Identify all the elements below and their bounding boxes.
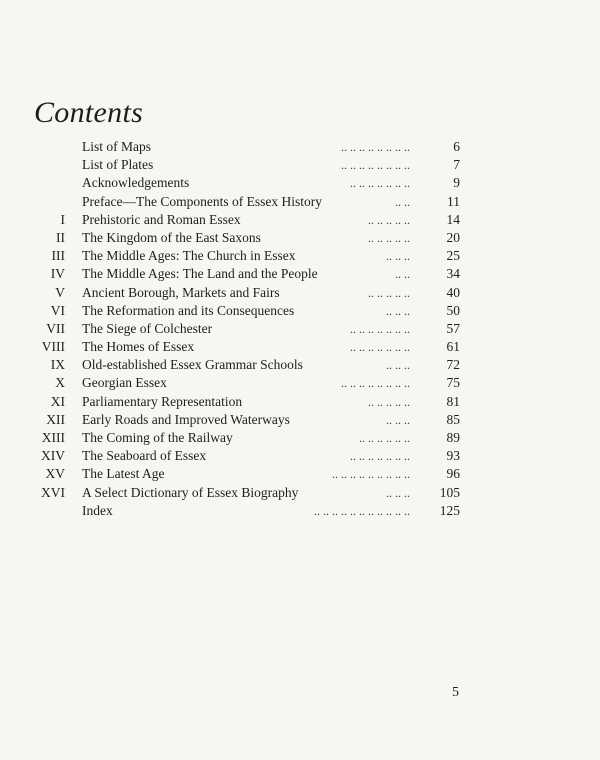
chapter-numeral: VI (50, 302, 65, 318)
toc-entry (0, 502, 600, 520)
dot-leader: .. .. .. (386, 358, 410, 373)
toc-entry (0, 411, 600, 429)
entry-title: List of Maps (82, 139, 151, 154)
dot-leader: .. .. .. (386, 303, 410, 318)
chapter-numeral: V (55, 284, 65, 300)
chapter-numeral: XVI (41, 484, 65, 500)
entry-title: Early Roads and Improved Waterways (82, 411, 290, 427)
dot-leader: .. .. .. .. .. (368, 230, 410, 245)
dot-leader: .. .. .. .. .. (368, 394, 410, 409)
dot-leader: .. .. .. .. .. .. .. (350, 449, 410, 464)
entry-page-number: 96 (446, 466, 460, 482)
chapter-numeral: XV (45, 466, 65, 482)
chapter-numeral: III (51, 248, 65, 264)
toc-entry (0, 156, 600, 174)
entry-title: The Siege of Colchester (82, 320, 213, 336)
entry-page-number: 7 (453, 157, 460, 173)
toc-entry (0, 193, 600, 211)
entry-page-number: 125 (439, 502, 460, 518)
toc-entry (0, 138, 600, 156)
toc-entry (0, 484, 600, 502)
chapter-numeral: XI (50, 393, 65, 409)
entry-title: Preface—The Components of Essex History (82, 193, 322, 209)
toc-entry (0, 393, 600, 411)
toc-entry (0, 356, 600, 374)
dot-leader: .. .. .. .. .. (368, 285, 410, 300)
dot-leader: .. .. .. .. .. .. .. (350, 340, 410, 355)
chapter-numeral: XIV (41, 448, 65, 464)
entry-page-number: 20 (446, 229, 460, 245)
toc-entry (0, 229, 600, 247)
entry-title: Index (82, 502, 113, 518)
entry-title: Ancient Borough, Markets and Fairs (82, 284, 280, 300)
entry-page-number: 85 (446, 411, 460, 427)
dot-leader: .. .. .. .. .. .. .. (350, 176, 410, 191)
chapter-numeral: II (56, 229, 65, 245)
toc-entry (0, 284, 600, 302)
entry-page-number: 72 (446, 357, 460, 373)
entry-page-number: 25 (446, 248, 460, 264)
table-of-contents (0, 138, 600, 520)
entry-page-number: 81 (446, 393, 460, 409)
dot-leader: .. .. .. .. .. (368, 212, 410, 227)
entry-title: Old-established Essex Grammar Schools (82, 357, 303, 373)
entry-title: The Homes of Essex (82, 339, 195, 355)
dot-leader: .. .. .. .. .. .. .. .. (341, 158, 410, 173)
dot-leader: .. .. .. .. .. .. .. (350, 321, 410, 336)
entry-page-number: 61 (446, 339, 460, 355)
dot-leader: .. .. .. .. .. .. .. .. .. .. .. (314, 503, 410, 518)
chapter-numeral: I (60, 211, 65, 227)
dot-leader: .. .. .. .. .. .. .. .. (341, 140, 410, 154)
entry-page-number: 40 (446, 284, 460, 300)
toc-entry (0, 302, 600, 320)
entry-page-number: 50 (446, 302, 460, 318)
dot-leader: .. .. (395, 267, 410, 282)
entry-title: Parliamentary Representation (82, 393, 243, 409)
dot-leader: .. .. .. (386, 412, 410, 427)
chapter-numeral: X (55, 375, 65, 391)
entry-page-number: 93 (446, 448, 460, 464)
entry-title: Acknowledgements (82, 175, 190, 191)
chapter-numeral: XII (46, 411, 65, 427)
entry-page-number: 34 (446, 266, 460, 282)
toc-entry (0, 465, 600, 483)
entry-title: The Coming of the Railway (82, 430, 233, 445)
entry-page-number: 14 (446, 211, 460, 227)
chapter-numeral: VII (46, 320, 65, 336)
toc-entry (0, 374, 600, 392)
dot-leader: .. .. .. (386, 249, 410, 264)
entry-page-number: 9 (453, 175, 460, 191)
page-title: Contents (34, 96, 144, 129)
entry-page-number: 6 (453, 139, 460, 154)
entry-title: The Kingdom of the East Saxons (82, 229, 261, 245)
entry-title: The Latest Age (82, 466, 165, 482)
toc-entry (0, 338, 600, 356)
entry-title: A Select Dictionary of Essex Biography (82, 484, 299, 500)
toc-entry (0, 265, 600, 283)
entry-page-number: 75 (446, 375, 460, 391)
chapter-numeral: IV (50, 266, 65, 282)
dot-leader: .. .. .. (386, 485, 410, 500)
toc-entry (0, 247, 600, 265)
chapter-numeral: IX (50, 357, 65, 373)
dot-leader: .. .. (395, 194, 410, 209)
toc-entry (0, 211, 600, 229)
entry-title: The Middle Ages: The Church in Essex (82, 248, 296, 264)
entry-page-number: 57 (446, 320, 460, 336)
entry-title: List of Plates (82, 157, 154, 173)
chapter-numeral: XIII (41, 430, 65, 445)
dot-leader: .. .. .. .. .. .. .. .. .. (332, 467, 410, 482)
chapter-numeral: VIII (41, 339, 65, 355)
entry-page-number: 89 (446, 430, 460, 445)
entry-title: The Reformation and its Consequences (82, 302, 295, 318)
entry-title: Georgian Essex (82, 375, 167, 391)
toc-entry (0, 429, 600, 447)
dot-leader: .. .. .. .. .. .. (359, 431, 410, 445)
entry-page-number: 11 (447, 193, 460, 209)
entry-page-number: 105 (439, 484, 460, 500)
toc-entry (0, 320, 600, 338)
folio-page-number: 5 (452, 685, 459, 700)
entry-title: The Seaboard of Essex (82, 448, 207, 464)
entry-title: The Middle Ages: The Land and the People (82, 266, 318, 282)
toc-entry (0, 174, 600, 192)
toc-entry (0, 447, 600, 465)
dot-leader: .. .. .. .. .. .. .. .. (341, 376, 410, 391)
entry-title: Prehistoric and Roman Essex (82, 211, 241, 227)
